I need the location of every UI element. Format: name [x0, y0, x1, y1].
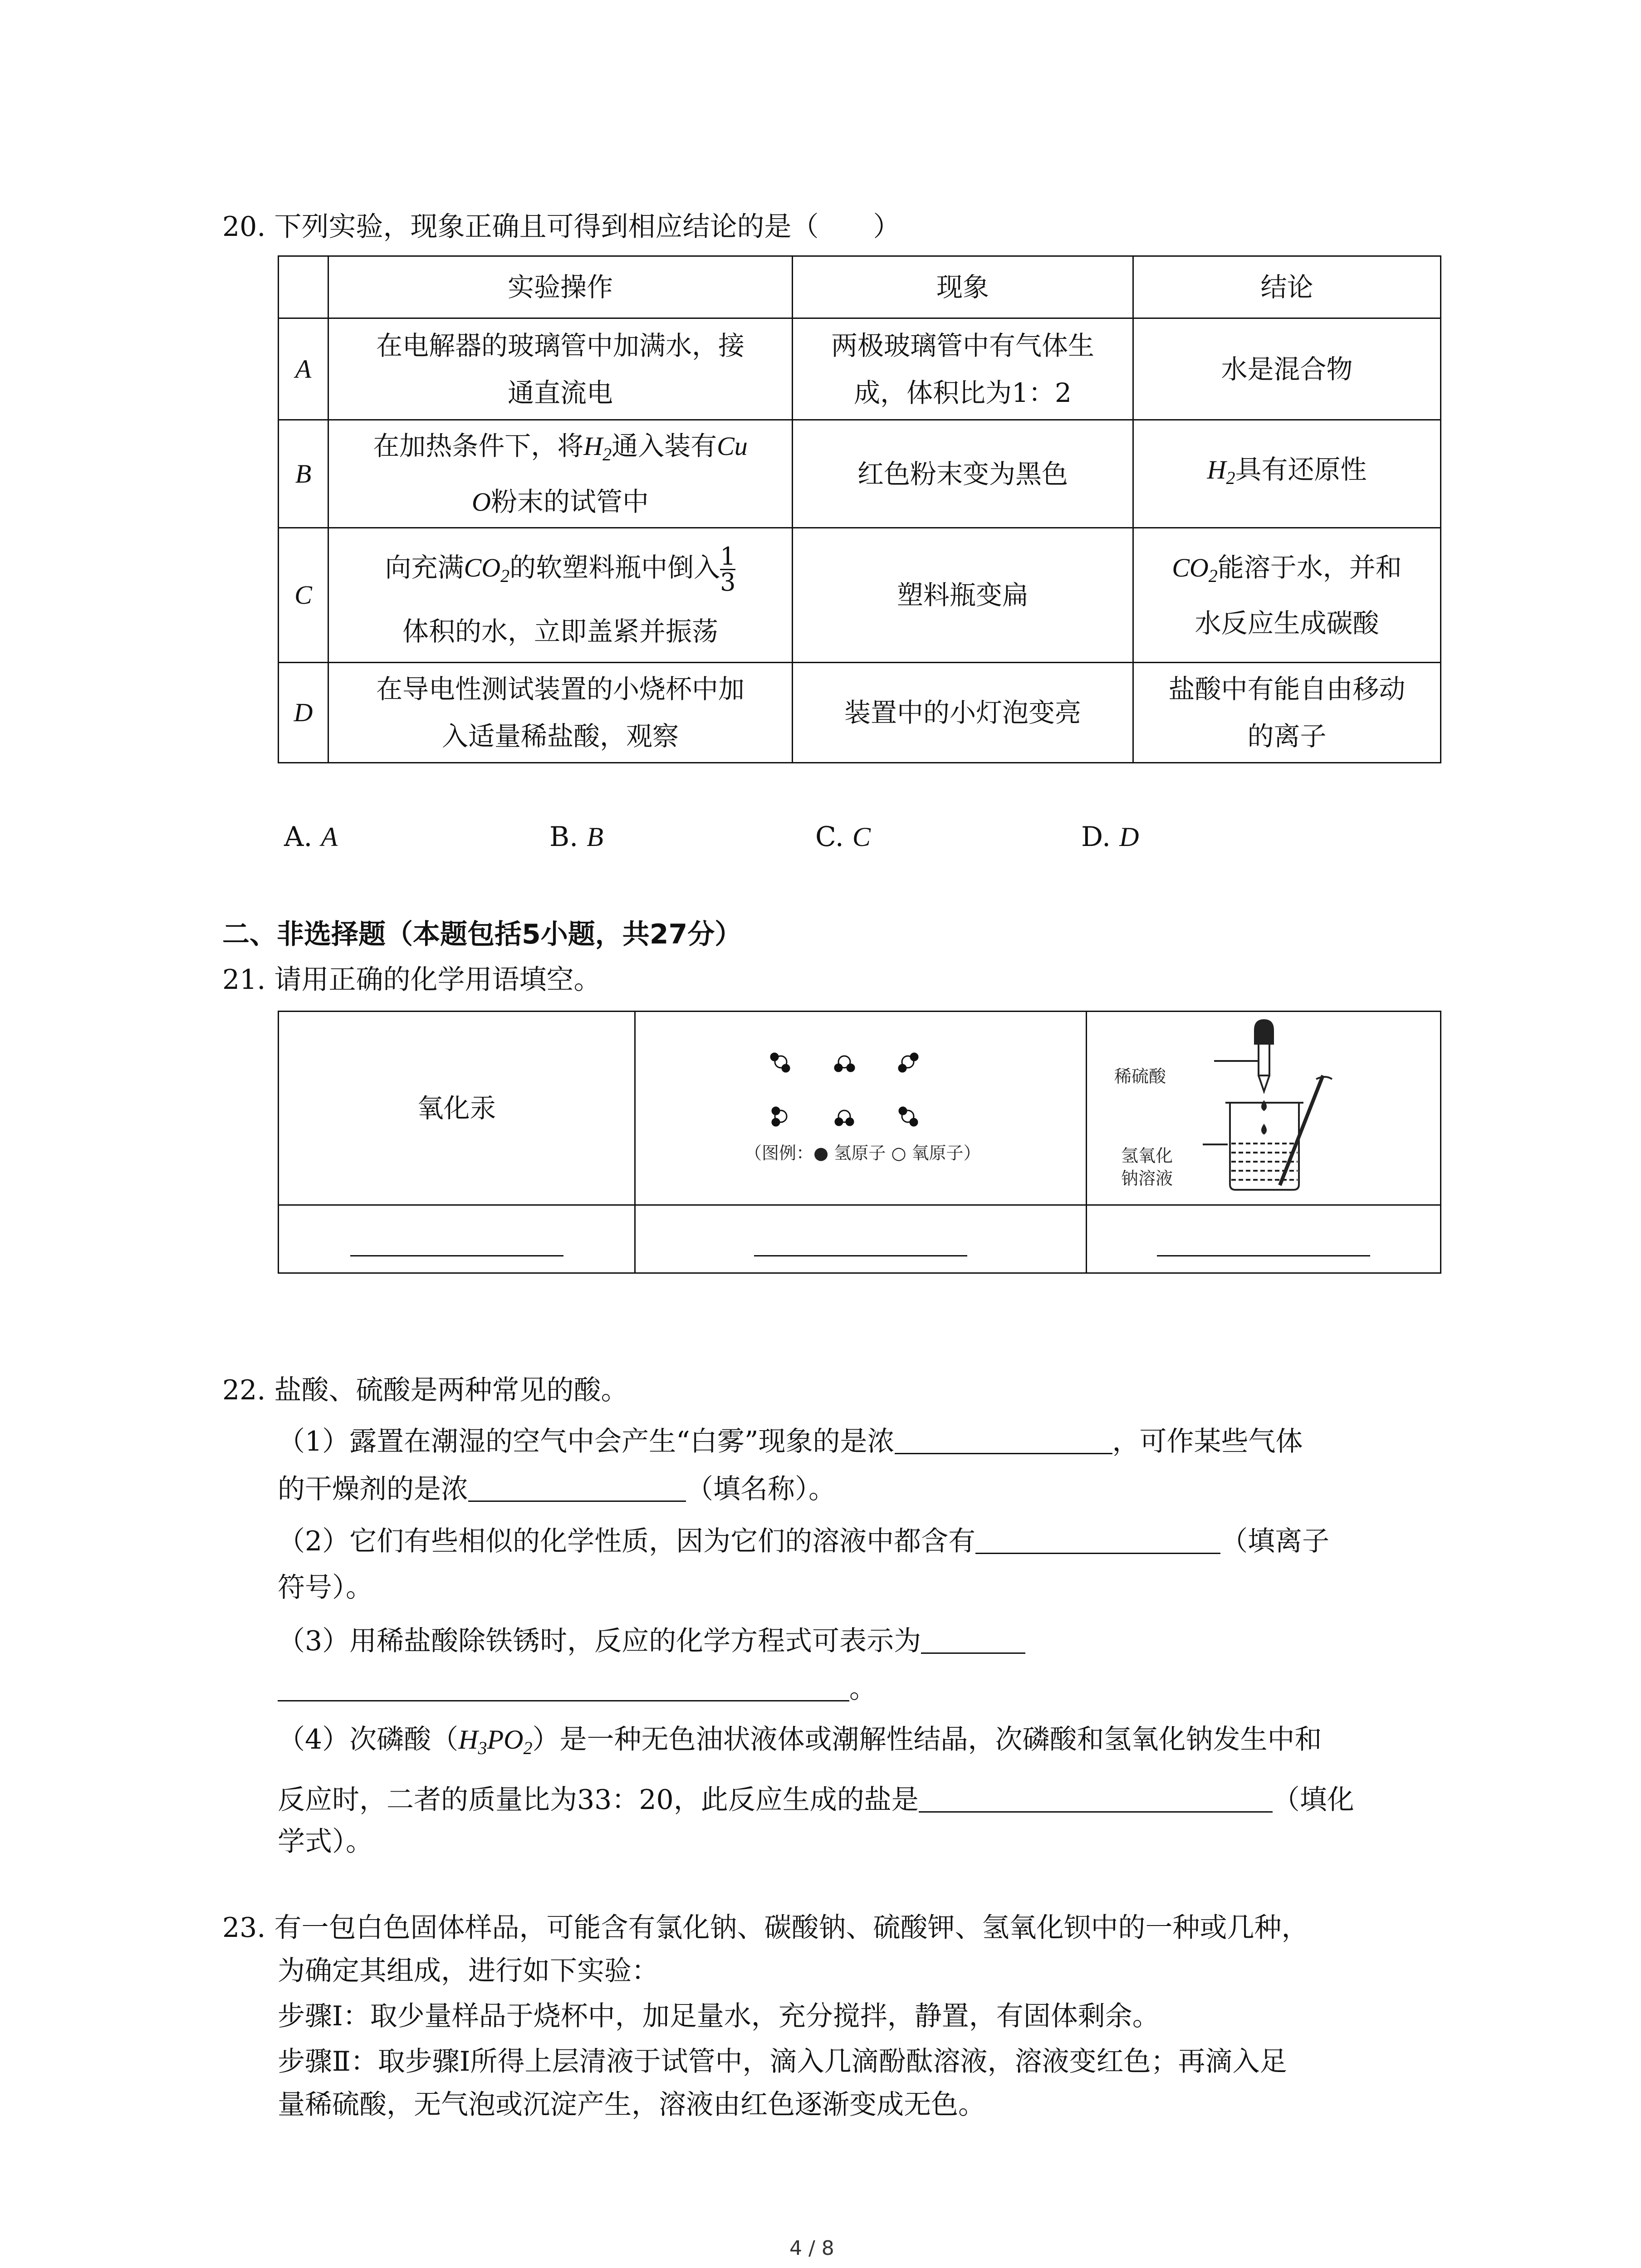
table-row — [279, 528, 1441, 663]
op-line: 向充满$CO_2$的软塑料瓶中倒入 $\frac{1}{3}$ — [385, 542, 736, 596]
header-conclusion: 结论 — [1133, 256, 1441, 318]
q21-stem: 21. 请用正确的化学用语填空。 — [222, 964, 601, 996]
q22-p2-line2: 符号）。 — [278, 1572, 373, 1603]
op-line: 在加热条件下，将$H_2$通入装有Cu — [373, 430, 748, 464]
op-line: 在电解器的玻璃管中加满水，接 — [376, 330, 745, 361]
beaker-icon — [1230, 1103, 1299, 1190]
choice-a[interactable]: A. A — [284, 821, 338, 853]
answer-cell — [635, 1205, 1087, 1273]
header-blank — [279, 256, 328, 318]
answer-blank[interactable] — [975, 1526, 1220, 1554]
answer-blank[interactable] — [754, 1229, 967, 1256]
op-line: 体积的水，立即盖紧并振荡 — [402, 616, 718, 647]
q23-line2: 为确定其组成，进行如下实验： — [278, 1955, 659, 1987]
concl-text: 水是混合物 — [1133, 318, 1441, 420]
choice-c[interactable]: C. C — [815, 821, 871, 853]
concl-line: $CO_2$能溶于水，并和 — [1172, 552, 1402, 586]
header-phenomenon: 现象 — [793, 256, 1133, 318]
q22-p4-line3: 学式）。 — [278, 1826, 373, 1857]
answer-blank[interactable] — [1157, 1229, 1370, 1256]
page-number: 4 / 8 — [789, 2237, 834, 2260]
op-line: O粉末的试管中 — [472, 486, 649, 517]
molecule-legend: （图例：● 氢原子 ○ 氧原子） — [745, 1143, 981, 1163]
concl-line: 盐酸中有能自由移动 — [1168, 674, 1406, 704]
row-label: B — [279, 420, 328, 528]
op-line: 通直流电 — [507, 377, 613, 408]
row-label: A — [279, 318, 328, 420]
label-sodium-hydroxide-1: 氢氧化 — [1121, 1146, 1173, 1166]
op-line: 入适量稀盐酸，观察 — [441, 721, 679, 752]
q22-p1-line1: （1）露置在潮湿的空气中会产生“白雾”现象的是浓 ，可作某些气体 — [278, 1426, 1303, 1457]
phen-text: 红色粉末变为黑色 — [793, 420, 1133, 528]
answer-blank[interactable] — [919, 1785, 1273, 1813]
dropper-bulb-icon — [1255, 1020, 1273, 1044]
concl-line: 的离子 — [1247, 721, 1327, 752]
concl-text: $H_2$具有还原性 — [1133, 420, 1441, 528]
answer-cell — [1087, 1205, 1441, 1273]
molecule-icon — [771, 1053, 918, 1126]
glass-rod-icon — [1280, 1075, 1323, 1185]
q21-cell-molecules — [635, 1012, 1087, 1205]
table-row — [279, 318, 1441, 420]
concl-line: 水反应生成碳酸 — [1195, 607, 1379, 639]
water-molecule-figure — [636, 1012, 1087, 1204]
q22-p2-line1: （2）它们有些相似的化学性质，因为它们的溶液中都含有 （填离子 — [278, 1525, 1330, 1557]
fraction: $\frac{1}{3}$ — [720, 542, 736, 596]
header-operation: 实验操作 — [328, 256, 793, 318]
q22-p3-line2: 。 — [278, 1674, 877, 1702]
q23-line1: 23. 有一包白色固体样品，可能含有氯化钠、碳酸钠、硫酸钾、氢氧化钡中的一种或几种， — [222, 1912, 1309, 1944]
q21-cell-mercury-oxide: 氧化汞 — [279, 1012, 635, 1205]
answer-blank[interactable] — [350, 1229, 563, 1256]
answer-blank[interactable] — [278, 1674, 849, 1701]
answer-blank[interactable] — [468, 1474, 686, 1502]
label-dilute-sulfuric-acid: 稀硫酸 — [1114, 1066, 1166, 1086]
phen-text: 装置中的小灯泡变亮 — [793, 663, 1133, 763]
answer-blank[interactable] — [921, 1626, 1025, 1654]
table-row — [279, 420, 1441, 528]
section-title: 二、非选择题（本题包括5小题，共27分） — [222, 919, 742, 950]
q23-step2-cont: 量稀硫酸，无气泡或沉淀产生，溶液由红色逐渐变成无色。 — [278, 2089, 985, 2121]
q22-p4-line2: 反应时，二者的质量比为33：20，此反应生成的盐是 （填化 — [278, 1784, 1354, 1816]
answer-cell — [279, 1205, 635, 1273]
op-line: 在导电性测试装置的小烧杯中加 — [376, 674, 745, 704]
q22-p1-line2: 的干燥剂的是浓 （填名称）。 — [278, 1473, 836, 1505]
q22-p3-line1: （3）用稀盐酸除铁锈时，反应的化学方程式可表示为 — [278, 1626, 1025, 1655]
table-row — [279, 663, 1441, 763]
q21-cell-apparatus — [1087, 1012, 1441, 1205]
q23-step2: 步骤Ⅱ：取步骤Ⅰ所得上层清液于试管中，滴入几滴酚酞溶液，溶液变红色；再滴入足 — [278, 2046, 1287, 2077]
choice-d[interactable]: D. D — [1081, 821, 1139, 853]
q20-table — [278, 255, 1441, 763]
q22-p4-line1: （4）次磷酸$(H_3PO_2)$是一种无色油状液体或潮解性结晶，次磷酸和氢氧化钠发生中和 — [278, 1724, 1322, 1758]
q20-stem: 20. 下列实验，现象正确且可得到相应结论的是（ ） — [222, 211, 901, 243]
phen-line: 两极玻璃管中有气体生 — [831, 330, 1094, 361]
q22-stem: 22. 盐酸、硫酸是两种常见的酸。 — [222, 1374, 628, 1406]
phen-line: 成，体积比为1：2 — [854, 377, 1072, 408]
label-sodium-hydroxide-2: 钠溶液 — [1121, 1168, 1173, 1188]
phen-text: 塑料瓶变扁 — [793, 528, 1133, 663]
answer-blank[interactable] — [895, 1427, 1112, 1454]
choice-b[interactable]: B. B — [549, 821, 603, 853]
row-label: D — [279, 663, 328, 763]
q21-table — [278, 1011, 1441, 1274]
row-label: C — [279, 528, 328, 663]
q23-step1: 步骤Ⅰ：取少量样品于烧杯中，加足量水，充分搅拌，静置，有固体剩余。 — [278, 2000, 1160, 2032]
